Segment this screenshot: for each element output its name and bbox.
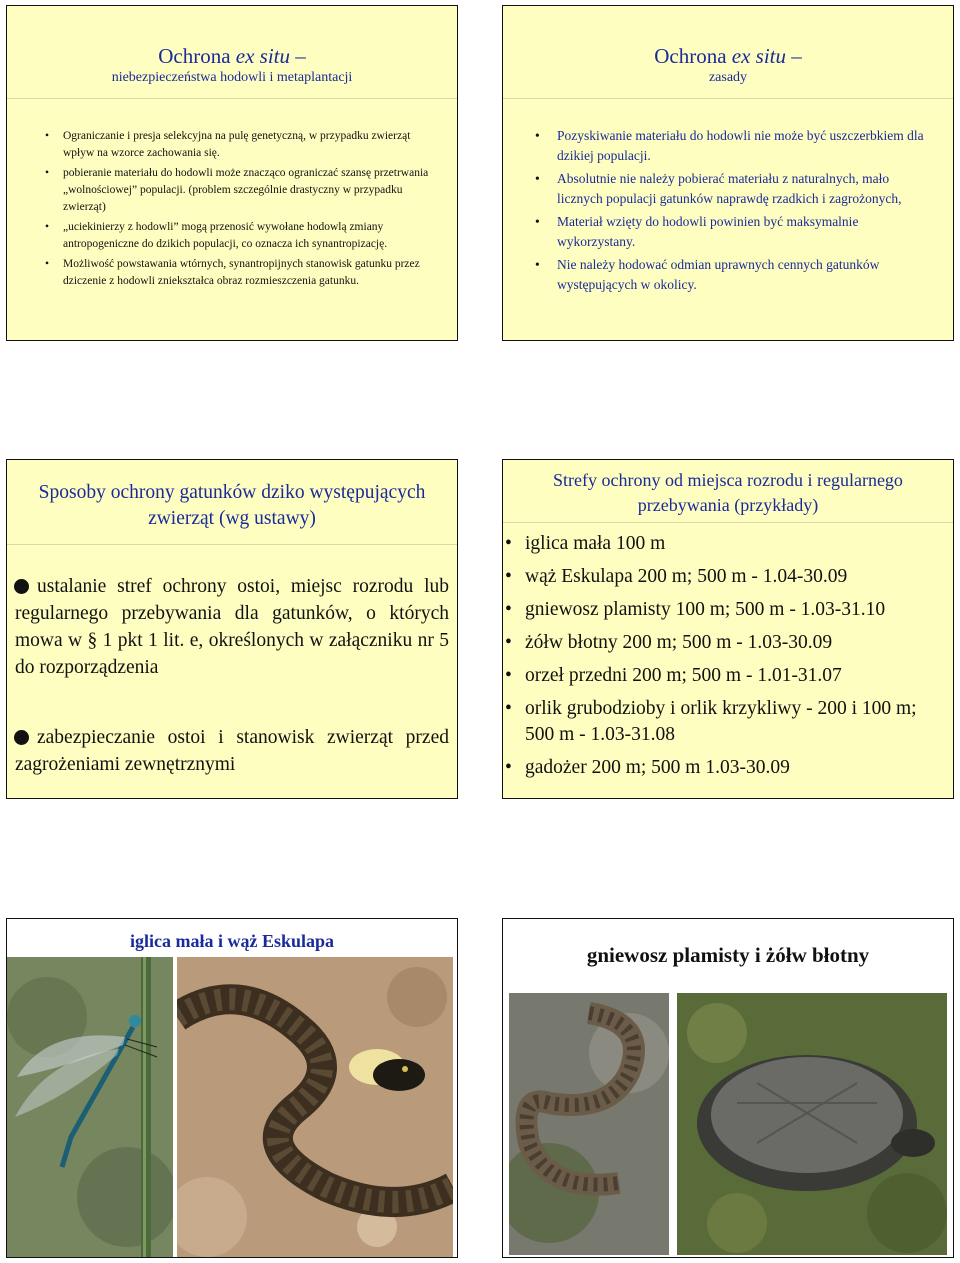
slide-3	[6, 459, 458, 799]
slide-2-bullets	[535, 126, 931, 294]
slide-1-bullets	[45, 128, 441, 290]
list-item: • „uciekinierzy z hodowli” mogą przenosić wywołane hodowlą zmiany antropogeniczne do dzikich populacji, co oznacza ich synantropizację.	[45, 221, 388, 250]
list-item: • Możliwość powstawania wtórnych, synantropijnych stanowisk gatunku przez dziczenie z hodowli zniekształca obraz rozmieszczenia gatunku.	[45, 258, 420, 287]
list-item: • gadożer 200 m; 500 m 1.03-30.09	[505, 757, 790, 778]
title-dash: –	[290, 44, 306, 68]
list-item: • wąż Eskulapa 200 m; 500 m - 1.04-30.09	[505, 566, 848, 587]
title-text: Ochrona	[158, 44, 236, 68]
slide-6-title: gniewosz plamisty i żółw błotny	[586, 943, 870, 967]
title-italic: ex situ	[731, 44, 787, 68]
list-item: • Nie należy hodować odmian uprawnych cennych gatunków występujących w okolicy.	[535, 257, 880, 292]
damselfly-photo	[7, 957, 173, 1257]
slide-5-title: iglica mała i wąż Eskulapa	[129, 931, 335, 951]
slide-5	[6, 918, 458, 1258]
slide-4-title: Strefy ochrony od miejsca rozrodu i regularnego przebywania (przykłady)	[553, 470, 903, 515]
slide-1	[6, 5, 458, 341]
list-item: • Pozyskiwanie materiału do hodowli nie może być uszczerbkiem dla dzikiej populacji.	[535, 128, 924, 163]
list-item: • pobieranie materiału do hodowli może znacząco ograniczać szansę przetrwania „wolnościowej” populacji. (problem szczególnie drastyczny w przypadku zwierząt)	[45, 167, 429, 213]
pond-turtle-photo	[677, 993, 947, 1255]
title-text: Ochrona	[654, 44, 732, 68]
slide-3-bullets	[15, 573, 449, 778]
list-item: zabezpieczanie ostoi i stanowisk zwierząt przed zagrożeniami zewnętrznymi	[15, 727, 449, 775]
slide-1-subtitle: niebezpieczeństwa hodowli i metaplantacji	[111, 70, 353, 85]
slide-4	[502, 459, 954, 799]
list-item: • Absolutnie nie należy pobierać materiału z naturalnych, mało licznych populacji gatunków naprawdę rzadkich i zagrożonych,	[535, 171, 902, 206]
slide-2-subtitle: zasady	[708, 70, 748, 85]
list-item: ustalanie stref ochrony ostoi, miejsc rozrodu lub regularnego przebywania dla gatunków, o których mowa w § 1 pkt 1 lit. e, określonych w załączniku nr 5 do rozporządzenia	[15, 576, 449, 678]
list-item: • Ograniczanie i presja selekcyjna na pulę genetyczną, w przypadku zwierząt wpływ na wzorce zachowania się.	[45, 130, 411, 159]
bullet-dot-icon	[14, 579, 29, 594]
slide-6	[502, 918, 954, 1258]
smooth-snake-photo	[509, 993, 669, 1255]
list-item: • żółw błotny 200 m; 500 m - 1.03-30.09	[505, 632, 833, 653]
list-item: • orlik grubodzioby i orlik krzykliwy - 200 i 100 m; 500 m - 1.03-31.08	[505, 698, 917, 745]
bullet-dot-icon	[14, 730, 29, 745]
slide-2	[502, 5, 954, 341]
list-item: • gniewosz plamisty 100 m; 500 m - 1.03-31.10	[505, 599, 886, 620]
slide-2-title	[503, 44, 953, 69]
list-item: • iglica mała 100 m	[505, 533, 666, 554]
list-item: • orzeł przedni 200 m; 500 m - 1.01-31.07	[505, 665, 842, 686]
slide-4-bullets	[505, 531, 945, 781]
slide-1-title	[7, 44, 457, 69]
slide-3-title: Sposoby ochrony gatunków dziko występujących zwierząt (wg ustawy)	[38, 482, 426, 529]
title-italic: ex situ	[235, 44, 291, 68]
snake-photo	[177, 957, 453, 1257]
title-dash: –	[786, 44, 802, 68]
list-item: • Materiał wzięty do hodowli powinien być maksymalnie wykorzystany.	[535, 214, 859, 249]
